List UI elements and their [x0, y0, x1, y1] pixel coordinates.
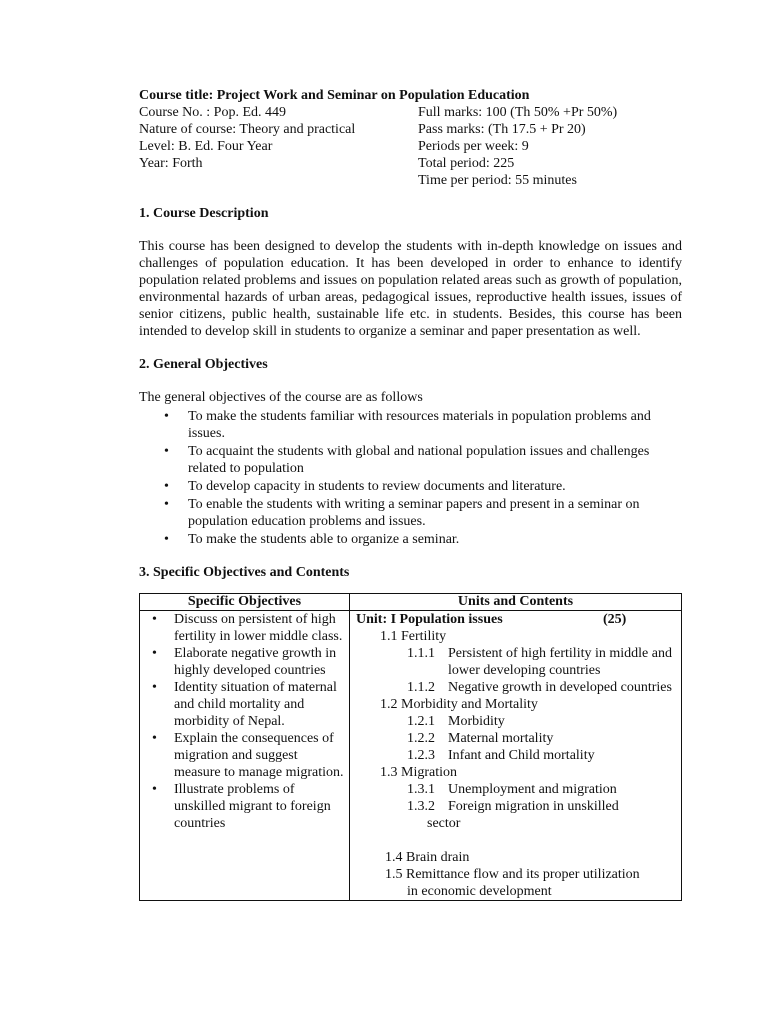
table-header-row [140, 594, 682, 611]
unit-title: Unit: I Population issues [356, 612, 503, 627]
specific-objectives-cell [140, 611, 350, 901]
spacer [356, 832, 681, 849]
objectives-contents-table [139, 593, 682, 901]
subtopic-number: 1.1.2 [407, 680, 435, 695]
subtopic-number: 1.1.1 [407, 646, 435, 661]
subtopic-text: Infant and Child mortality [448, 748, 595, 763]
subtopic-text: Negative growth in developed countries [448, 680, 672, 695]
subtopic-1-3-2-continued: sector [427, 816, 461, 831]
subtopic-1-3-1 [356, 781, 681, 798]
course-description-heading: 1. Course Description [139, 206, 269, 221]
pass-marks: Pass marks: (Th 17.5 + Pr 20) [418, 122, 586, 137]
subtopic-1-2-1 [356, 713, 681, 730]
general-objectives-intro: The general objectives of the course are as follows [139, 390, 423, 405]
general-objectives-list [139, 408, 682, 548]
list-item: • To enable the students with writing a seminar papers and present in a seminar on population education problems and issues. [139, 496, 682, 530]
subtopic-1-2-2 [356, 730, 681, 747]
unit-heading [356, 611, 681, 628]
subtopic-1-1-1 [356, 645, 681, 679]
list-item: • Explain the consequences of migration and suggest measure to manage migration. [140, 730, 349, 781]
list-item: • Discuss on persistent of high fertility in lower middle class. [140, 611, 349, 645]
subtopic-number: 1.3.1 [407, 782, 435, 797]
subtopic-text: Foreign migration in unskilled [448, 799, 619, 814]
subtopic-number: 1.2.3 [407, 748, 435, 763]
specific-objectives-list [140, 611, 349, 832]
course-meta [139, 104, 682, 189]
subtopic-text: Unemployment and migration [448, 782, 617, 797]
subtopic-text: Morbidity [448, 714, 505, 729]
list-item: • To make the students familiar with resources materials in population problems and issues. [139, 408, 682, 442]
subtopic-text: Maternal mortality [448, 731, 554, 746]
subtopic-text: Persistent of high fertility in middle and lower developing countries [448, 646, 672, 678]
course-description-text: This course has been designed to develop the students with in-depth knowledge on issues and challenges of population education. It has been developed in order to enhance to identify population related problems and issues on population related areas such as growth of population, environmental hazards of urban areas, pedagogical issues, reproductive health issues, issues of senior citizens, public health, sustainable life etc. in students. Besides, this course has been intended to develop skill in students to organize a seminar and paper presentation as well. [139, 239, 682, 339]
list-item: • To acquaint the students with global and national population issues and challenges related to population [139, 443, 682, 477]
units-contents-cell [350, 611, 682, 901]
unit-hours: (25) [603, 612, 627, 627]
list-item: • Illustrate problems of unskilled migrant to foreign countries [140, 781, 349, 832]
list-item: • Elaborate negative growth in highly developed countries [140, 645, 349, 679]
course-number: Course No. : Pop. Ed. 449 [139, 105, 286, 120]
subtopic-1-5: 1.5 Remittance flow and its proper utilization [385, 867, 640, 882]
time-per-period: Time per period: 55 minutes [418, 173, 577, 188]
subtopic-1-5-continued: in economic development [407, 884, 552, 899]
course-meta-right [418, 104, 682, 189]
course-level: Level: B. Ed. Four Year [139, 139, 273, 154]
course-nature: Nature of course: Theory and practical [139, 122, 356, 137]
total-period: Total period: 225 [418, 156, 515, 171]
subtopic-1-3: 1.3 Migration [380, 765, 457, 780]
list-item: • To make the students able to organize a seminar. [139, 531, 682, 548]
subtopic-1-2-3 [356, 747, 681, 764]
specific-objectives-heading: 3. Specific Objectives and Contents [139, 565, 350, 580]
list-item: • To develop capacity in students to review documents and literature. [139, 478, 682, 495]
course-year: Year: Forth [139, 156, 203, 171]
subtopic-1-1: 1.1 Fertility [380, 629, 447, 644]
subtopic-1-2: 1.2 Morbidity and Mortality [380, 697, 538, 712]
subtopic-1-4: 1.4 Brain drain [385, 850, 470, 865]
subtopic-1-3-2 [356, 798, 681, 815]
subtopic-number: 1.2.2 [407, 731, 435, 746]
table-row [140, 611, 682, 901]
subtopic-number: 1.3.2 [407, 799, 435, 814]
course-meta-left [139, 104, 418, 189]
periods-per-week: Periods per week: 9 [418, 139, 529, 154]
document-page [139, 87, 682, 901]
general-objectives-heading: 2. General Objectives [139, 357, 268, 372]
course-title: Course title: Project Work and Seminar on Population Education [139, 88, 530, 103]
subtopic-1-1-2 [356, 679, 681, 696]
column-header-objectives: Specific Objectives [140, 594, 350, 611]
column-header-contents: Units and Contents [350, 594, 682, 611]
subtopic-number: 1.2.1 [407, 714, 435, 729]
list-item: • Identity situation of maternal and child mortality and morbidity of Nepal. [140, 679, 349, 730]
full-marks: Full marks: 100 (Th 50% +Pr 50%) [418, 105, 618, 120]
